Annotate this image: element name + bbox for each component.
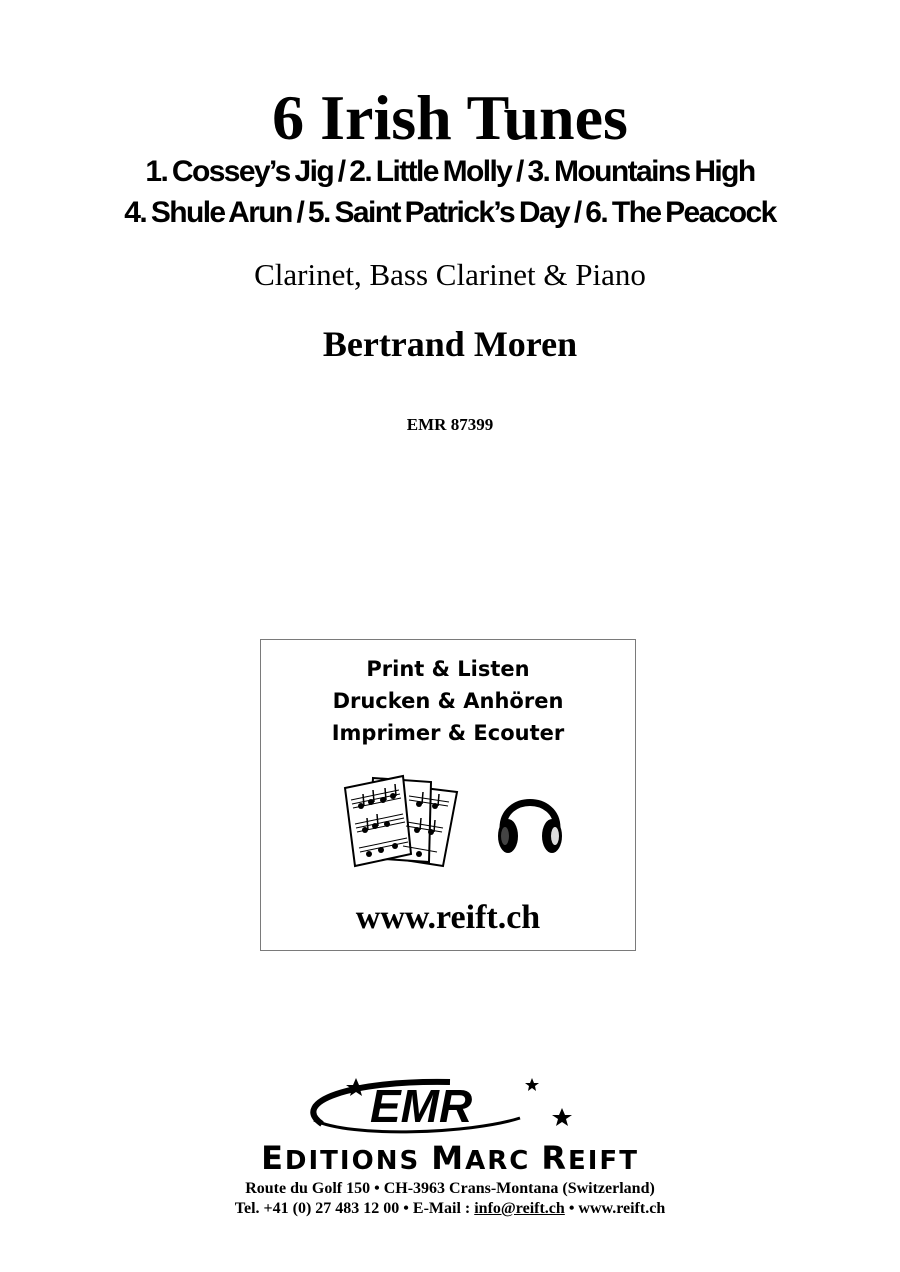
composer-name: Bertrand Moren: [322, 324, 578, 364]
headphones-icon: [495, 780, 565, 860]
tune-list-line-1: 1. Cossey’s Jig / 2. Little Molly / 3. Mountains High: [145, 155, 755, 188]
emr-logo: [300, 1072, 580, 1138]
email-link[interactable]: info@reift.ch: [474, 1200, 565, 1217]
publisher-contact: Tel. +41 (0) 27 483 12 00 • E-Mail : info@reift.ch • www.reift.ch: [234, 1200, 666, 1217]
print-listen-english: Print & Listen: [366, 657, 530, 681]
sheet-music-icon: [339, 770, 469, 870]
instrumentation: Clarinet, Bass Clarinet & Piano: [254, 257, 646, 292]
tune-list-line-2: 4. Shule Arun / 5. Saint Patrick’s Day / 6. The Peacock: [124, 196, 776, 229]
page-title: 6 Irish Tunes: [272, 82, 628, 153]
website-link[interactable]: www.reift.ch: [355, 899, 541, 936]
print-listen-box: [260, 639, 636, 951]
print-listen-french: Imprimer & Ecouter: [331, 721, 565, 745]
publisher-name: EDITIONS MARC REIFT: [261, 1139, 639, 1177]
publisher-address: Route du Golf 150 • CH-3963 Crans-Montana (Switzerland): [245, 1180, 655, 1197]
print-listen-german: Drucken & Anhören: [332, 689, 564, 713]
catalog-number: EMR 87399: [406, 415, 494, 434]
logo-text: EMR: [370, 1080, 473, 1132]
